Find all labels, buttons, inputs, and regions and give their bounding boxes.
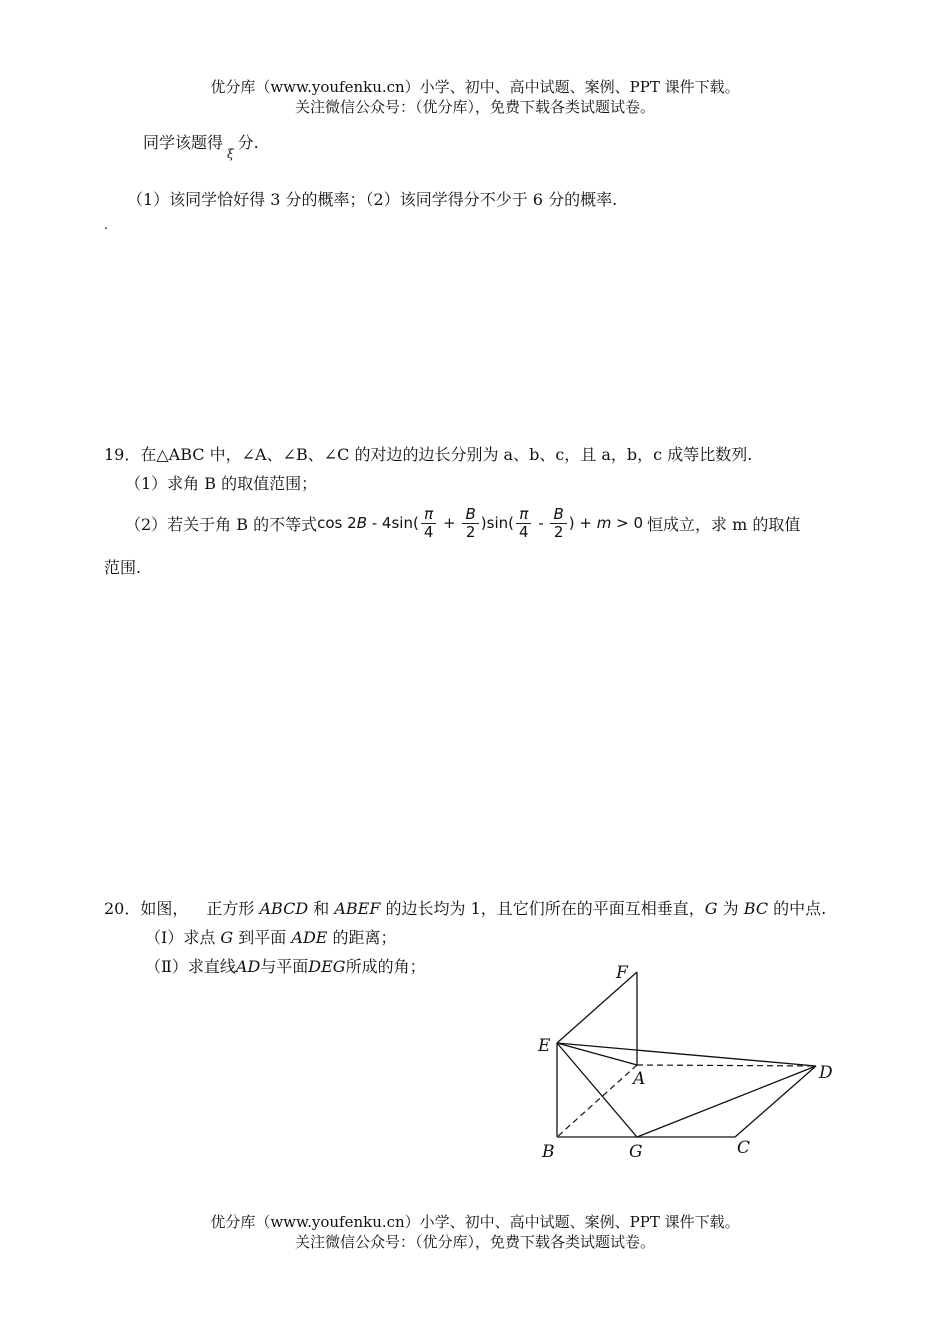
cos-term: cos 2 (317, 514, 357, 532)
q20-p2-ad: AD (235, 957, 261, 976)
q20-p1-a: （Ⅰ）求点 (145, 928, 221, 947)
q20-p2-a: （Ⅱ）求直线 (145, 957, 236, 976)
q20-part1 (145, 925, 397, 948)
q19-part2-line (125, 500, 800, 546)
close-sin: )sin( (480, 514, 514, 532)
inequality-formula (317, 506, 643, 541)
q19-part2-wrap: 范围. (104, 558, 142, 577)
q20-p2-b: 与平面 (260, 957, 309, 976)
q20-abcd: ABCD (259, 899, 309, 918)
q18-xi-symbol: ξ (227, 147, 234, 161)
header-line-2: 关注微信公众号：（优分库），免费下载各类试题试卷。 (294, 98, 655, 116)
q20-number: 20．如图， (104, 899, 189, 918)
fraction-B-over-2 (462, 506, 478, 541)
q20-bc: BC (743, 899, 769, 918)
minus-sign: - (533, 514, 549, 532)
denominator-4: 4 (423, 522, 434, 541)
label-B: B (542, 1142, 555, 1162)
label-C: C (737, 1138, 751, 1158)
fraction-B-over-2-second (550, 506, 566, 541)
label-D: D (819, 1063, 833, 1083)
q20-part2 (145, 954, 426, 977)
q19-part2-suffix: 恒成立，求 m 的取值 (647, 514, 801, 534)
header-line-1: 优分库（www.youfenku.cn）小学、初中、高中试题、案例、PPT 课件下载。 (210, 78, 740, 96)
denominator-2-second: 2 (553, 522, 564, 541)
q20-text-2: 和 (308, 899, 335, 918)
footer-line-2: 关注微信公众号：（优分库），免费下载各类试题试卷。 (294, 1233, 655, 1251)
edge-AB-dashed (557, 1065, 637, 1137)
q20-p1-c: 的距离； (327, 928, 397, 947)
q18-score-prefix: 同学该题得 (143, 133, 224, 152)
q20-p1-b: 到平面 (233, 928, 292, 947)
q20-intro (104, 896, 826, 919)
edge-EG (557, 1043, 637, 1137)
numerator-pi-second: π (516, 506, 531, 524)
footer-line-1: 优分库（www.youfenku.cn）小学、初中、高中试题、案例、PPT 课件下载。 (210, 1213, 740, 1231)
edge-ED (557, 1043, 816, 1066)
edge-AD-dashed (637, 1065, 816, 1066)
q20-p1-g: G (220, 928, 234, 947)
label-E: E (538, 1036, 551, 1056)
denominator-4-second: 4 (518, 522, 529, 541)
q18-parts: （1）该同学恰好得 3 分的概率；（2）该同学得分不少于 6 分的概率. (127, 190, 618, 209)
q20-p2-deg: DEG (308, 957, 346, 976)
q20-text-1: 正方形 (206, 899, 260, 918)
tail-paren-plus: ) + (568, 514, 597, 532)
label-G: G (629, 1142, 643, 1162)
numerator-B-second: B (550, 506, 566, 524)
q20-g: G (704, 899, 718, 918)
fraction-pi-over-4 (421, 506, 437, 541)
q18-score-line (143, 130, 259, 161)
minus-4sin: - 4sin( (366, 514, 419, 532)
q19-part2-prefix: （2）若关于角 B 的不等式 (125, 514, 318, 534)
tail-gt-zero: > 0 (611, 514, 644, 532)
label-F: F (616, 963, 628, 983)
numerator-pi: π (421, 506, 436, 524)
q20-text-5: 的中点. (768, 899, 827, 918)
fraction-pi-over-4-second (516, 506, 532, 541)
q20-text-4: 为 (717, 899, 744, 918)
q20-text-3: 的边长均为 1，且它们所在的平面互相垂直， (380, 899, 705, 918)
q20-p1-ade: ADE (291, 928, 328, 947)
label-A: A (633, 1069, 646, 1089)
q20-p2-c: 所成的角； (345, 957, 426, 976)
numerator-B: B (462, 506, 478, 524)
var-B: B (356, 514, 367, 532)
plus-sign: + (438, 514, 461, 532)
q18-score-suffix: 分. (237, 133, 259, 152)
q18-dot: . (104, 218, 109, 233)
q19-intro: 19．在△ABC 中，∠A、∠B、∠C 的对边的边长分别为 a、b、c，且 a，b，c 成等比数列. (104, 445, 753, 464)
var-m: m (596, 514, 612, 532)
denominator-2: 2 (465, 522, 476, 541)
q19-part1: （1）求角 B 的取值范围； (125, 474, 318, 493)
edge-GD (637, 1066, 816, 1137)
geometry-figure (520, 955, 850, 1170)
q20-abef: ABEF (334, 899, 381, 918)
edge-CD (735, 1066, 816, 1137)
